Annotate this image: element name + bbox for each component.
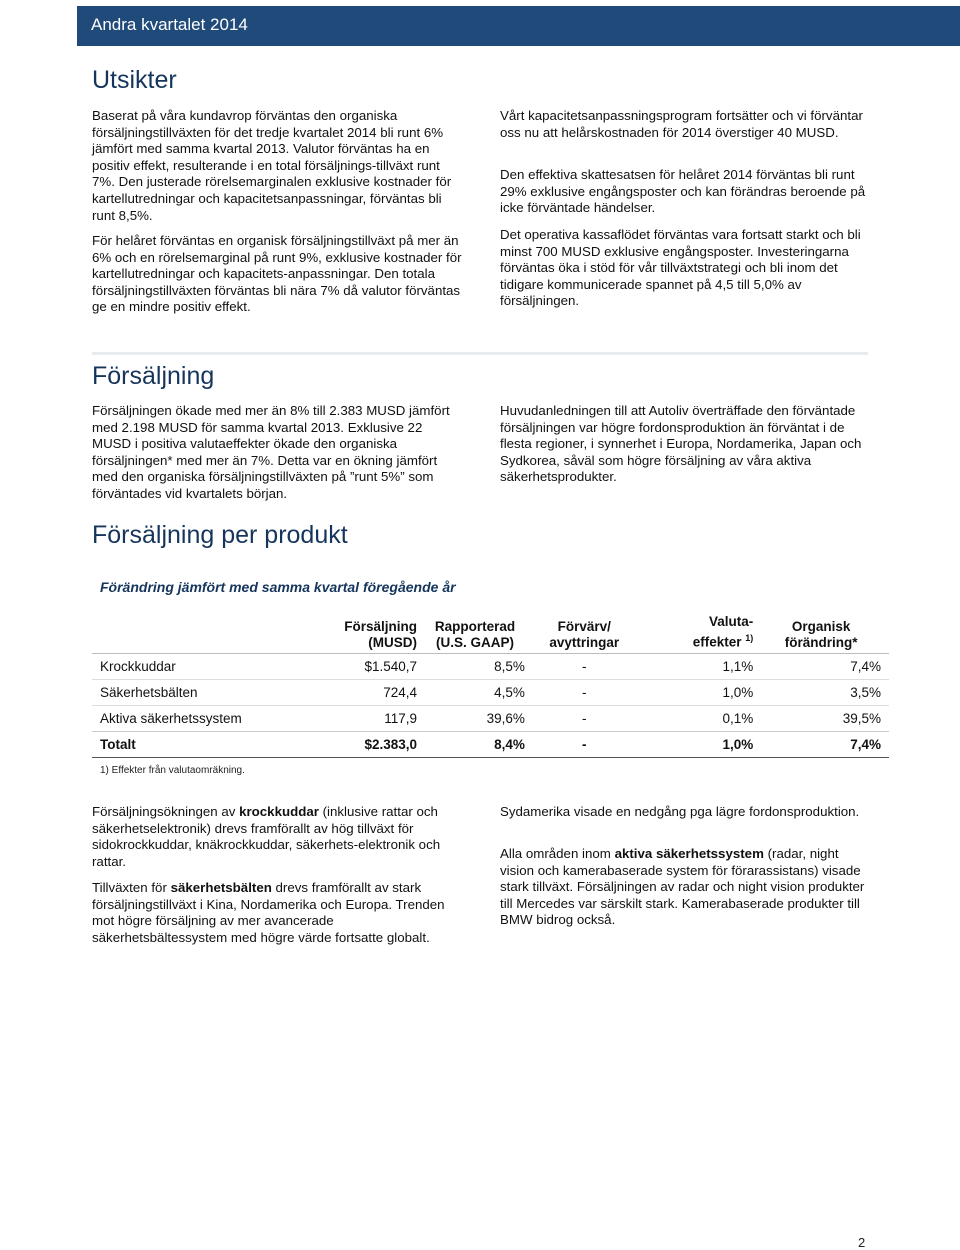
active-safety-paragraph: Alla områden inom aktiva säkerhetssystem (radar, night vision och kamerabaserade system för förarassistans) visade stark tillväxt. Försäljningen av radar och night vision produkter till Mercedes var särskilt stark. Kamerabaserade produkter till BMW bidrog också. [500,846,865,928]
row-organic: 3,5% [761,679,889,705]
row-organic: 39,5% [761,705,889,731]
outlook-left-paragraph-1: Baserat på våra kundavrop förväntas den organiska försäljningstillväxten för det tredje kvartalet 2014 bli runt 6% jämfört med samma kvartal 2013. Valutor förväntas ha en positiv effekt, resulterande i en total försäljnings-tillväxt runt 7%. Den justerade rörelsemarginalen exklusive kostnader för kartellutredningar och kapacitetsanpassningar, förväntas bli runt 8,5%. [92,108,452,223]
product-sales-heading: Försäljning per produkt [92,521,348,549]
header-bar [77,6,960,46]
airbags-paragraph: Försäljningsökningen av krockkuddar (inklusive rattar och säkerhetselektronik) drevs framförallt av hög tillväxt för sidokrockkuddar, knäkrockkuddar, säkerhets-elektronik och rattar. [92,804,441,869]
outlook-right-paragraph-3: Det operativa kassaflödet förväntas vara fortsatt starkt och bli minst 700 MUSD exklusive engångsposter. Investeringarna förväntas öka i stöd för vår tillväxtstrategi och bli inom det tidigare kommunicerade spannet på 4,5 till 5,0% av försäljningen. [500,227,861,309]
table-row [92,679,889,705]
table-footnote: 1) Effekter från valutaomräkning. [100,765,245,776]
row-fx: 1,1% [644,653,762,679]
row-reported: 4,5% [425,679,533,705]
table-header-row [92,612,889,653]
row-label: Säkerhetsbälten [92,679,297,705]
total-fx: 1,0% [644,731,762,757]
row-sales: 724,4 [297,679,425,705]
row-acquisitions: - [533,679,644,705]
table-row [92,653,889,679]
col-header-sales: Försäljning (MUSD) [297,612,425,653]
col-header-organic: Organisk förändring* [761,612,889,653]
header-blank [92,612,297,653]
total-sales: $2.383,0 [297,731,425,757]
row-sales: $1.540,7 [297,653,425,679]
total-reported: 8,4% [425,731,533,757]
south-america-paragraph: Sydamerika visade en nedgång pga lägre fordonsproduktion. [500,804,860,819]
row-label: Aktiva säkerhetssystem [92,705,297,731]
product-sales-subtitle: Förändring jämfört med samma kvartal föregående år [100,579,456,595]
row-reported: 39,6% [425,705,533,731]
sales-right-paragraph: Huvudanledningen till att Autoliv överträffade den förväntade försäljningen var högre fordonsproduktion än förväntat i de flesta regioner, i synnerhet i Europa, Nordamerika, Japan och Sydkorea, såväl som högre försäljning av våra aktiva säkerhetsprodukter. [500,403,862,485]
table-row [92,705,889,731]
page-number: 2 [858,1235,866,1250]
row-sales: 117,9 [297,705,425,731]
row-organic: 7,4% [761,653,889,679]
header-title: Andra kvartalet 2014 [91,15,248,34]
section-divider [92,352,868,355]
row-fx: 0,1% [644,705,762,731]
outlook-left-paragraph-2: För helåret förväntas en organisk försäljningstillväxt på mer än 6% och en rörelsemarginal på runt 9%, exklusive kostnader för kartellutredningar och kapacitets-anpassningar. Den totala försäljningstillväxten förväntas bli nära 7% då valutor förväntas ge en mindre positiv effekt. [92,233,462,315]
row-acquisitions: - [533,705,644,731]
outlook-right-paragraph-2: Den effektiva skattesatsen för helåret 2014 förväntas bli runt 29% exklusive engångsposter och kan förändras beroende på icke förväntade händelser. [500,167,866,216]
row-fx: 1,0% [644,679,762,705]
table-total-row [92,731,889,757]
col-header-fx: Valuta- effekter $^{1)}$ [644,612,762,653]
row-acquisitions: - [533,653,644,679]
total-acquisitions: - [533,731,644,757]
sales-heading: Försäljning [92,362,215,390]
total-organic: 7,4% [761,731,889,757]
row-reported: 8,5% [425,653,533,679]
outlook-heading: Utsikter [92,66,177,94]
col-header-reported: Rapporterad (U.S. GAAP) [425,612,533,653]
total-label: Totalt [92,731,297,757]
seatbelts-paragraph: Tillväxten för säkerhetsbälten drevs framförallt av stark försäljningstillväxt i Kina, Nordamerika och Europa. Trenden mot högre försäljning av mer avancerade säkerhetsbältessystem med högre värde fortsatte globalt. [92,880,445,945]
col-header-acquisitions: Förvärv/ avyttringar [533,612,644,653]
sales-left-paragraph: Försäljningen ökade med mer än 8% till 2.383 MUSD jämfört med 2.198 MUSD för samma kvartal 2013. Exklusive 22 MUSD i positiva valutaeffekter ökade den organiska försäljningen* med mer än 7%. Detta var en ökning jämfört med den organiska försäljningstillväxten på ”runt 5%” som förväntades vid kvartalets början. [92,403,450,501]
product-sales-table [92,612,889,758]
row-label: Krockkuddar [92,653,297,679]
outlook-right-paragraph-1: Vårt kapacitetsanpassningsprogram fortsätter och vi förväntar oss nu att helårskostnaden för 2014 överstiger 40 MUSD. [500,108,863,140]
